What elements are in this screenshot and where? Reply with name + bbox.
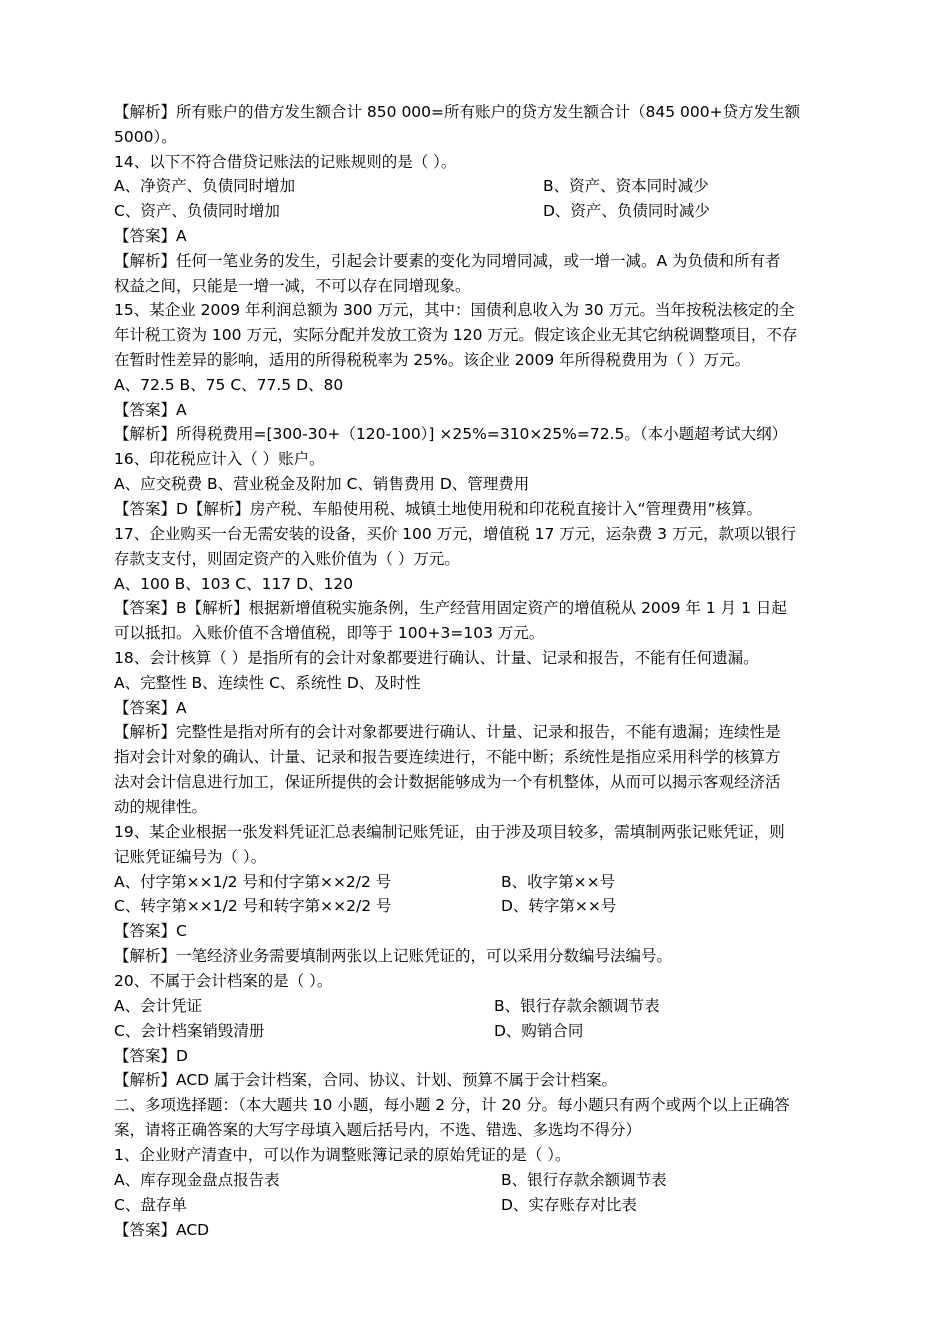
options: A、100 B、103 C、117 D、120	[114, 575, 354, 593]
option-b: B、银行存款余额调节表	[494, 997, 660, 1015]
option-d: D、转字第××号	[501, 897, 617, 915]
multi-question-1: 1、企业财产清查中，可以作为调整账簿记录的原始凭证的是（ ）。	[114, 1146, 571, 1164]
explanation: 法对会计信息进行加工，保证所提供的会计数据能够成为一个有机整体，从而可以揭示客观经济活	[114, 773, 781, 791]
question-15: 年计税工资为 100 万元，实际分配并发放工资为 120 万元。假定该企业无其它纳税调整项目，不存	[114, 326, 798, 344]
question-18: 18、会计核算（ ）是指所有的会计对象都要进行确认、计量、记录和报告，不能有任何遗漏。	[114, 649, 759, 667]
explanation: 【解析】一笔经济业务需要填制两张以上记账凭证的，可以采用分数编号法编号。	[114, 947, 673, 965]
explanation: 【解析】ACD 属于会计档案，合同、协议、计划、预算不属于会计档案。	[114, 1071, 618, 1089]
answer: 可以抵扣。入账价值不含增值税，即等于 100+3=103 万元。	[114, 624, 545, 642]
answer: 【答案】A	[114, 227, 187, 245]
options: A、应交税费 B、营业税金及附加 C、销售费用 D、管理费用	[114, 475, 530, 493]
question-17: 17、企业购买一台无需安装的设备，买价 100 万元，增值税 17 万元，运杂费 3 万元，款项以银行	[114, 525, 796, 543]
explanation: 指对会计对象的确认、计量、记录和报告要连续进行，不能中断；系统性是指应采用科学的核算方	[114, 748, 781, 766]
question-17: 存款支支付，则固定资产的入账价值为（ ）万元。	[114, 550, 460, 568]
option-row	[114, 174, 709, 198]
answer: 【答案】B【解析】根据新增值税实施条例，生产经营用固定资产的增值税从 2009 年 1 月 1 日起	[114, 599, 787, 617]
question-15: 15、某企业 2009 年利润总额为 300 万元，其中：国债利息收入为 30 万元。当年按税法核定的全	[114, 301, 795, 319]
explanation: 动的规律性。	[114, 798, 208, 816]
option-c: C、盘存单	[114, 1196, 187, 1214]
explanation: 【解析】所得税费用=[300-30+（120-100）] ×25%=310×25%=72.5。（本小题超考试大纲）	[114, 425, 788, 443]
question-14: 14、以下不符合借贷记账法的记账规则的是（ ）。	[114, 153, 457, 171]
option-b: B、银行存款余额调节表	[501, 1171, 667, 1189]
explanation: 【解析】完整性是指对所有的会计对象都要进行确认、计量、记录和报告，不能有遗漏；连续性是	[114, 723, 781, 741]
option-row	[114, 894, 617, 918]
question-16: 16、印花税应计入（ ）账户。	[114, 450, 325, 468]
option-a: A、会计凭证	[114, 997, 203, 1015]
option-c: C、会计档案销毁清册	[114, 1022, 265, 1040]
option-b: B、资产、资本同时减少	[543, 177, 709, 195]
option-d: D、实存账存对比表	[501, 1196, 637, 1214]
answer: 【答案】A	[114, 699, 187, 717]
text-line: 5000）。	[114, 128, 177, 146]
options: A、完整性 B、连续性 C、系统性 D、及时性	[114, 674, 421, 692]
option-row	[114, 199, 710, 223]
option-a: A、净资产、负债同时增加	[114, 177, 296, 195]
option-a: A、付字第××1/2 号和付字第××2/2 号	[114, 873, 392, 891]
option-c: C、转字第××1/2 号和转字第××2/2 号	[114, 897, 392, 915]
option-row	[114, 870, 616, 894]
answer: 【答案】C	[114, 922, 187, 940]
option-row	[114, 1168, 667, 1192]
option-row	[114, 994, 660, 1018]
answer: 【答案】D【解析】房产税、车船使用税、城镇土地使用税和印花税直接计入“管理费用”核算。	[114, 500, 762, 518]
question-19: 19、某企业根据一张发料凭证汇总表编制记账凭证，由于涉及项目较多，需填制两张记账凭证，则	[114, 823, 785, 841]
answer: 【答案】A	[114, 401, 187, 419]
answer: 【答案】ACD	[114, 1221, 210, 1239]
explanation: 权益之间，只能是一增一减，不可以存在同增现象。	[114, 277, 471, 295]
option-b: B、收字第××号	[501, 873, 616, 891]
option-row	[114, 1193, 637, 1217]
question-20: 20、不属于会计档案的是（ ）。	[114, 972, 333, 990]
option-row	[114, 1019, 584, 1043]
option-c: C、资产、负债同时增加	[114, 202, 280, 220]
text-line: 【解析】所有账户的借方发生额合计 850 000=所有账户的贷方发生额合计（845 000+贷方发生额	[114, 103, 801, 121]
question-15: 在暂时性差异的影响，适用的所得税税率为 25%。该企业 2009 年所得税费用为（ ）万元。	[114, 351, 751, 369]
options: A、72.5 B、75 C、77.5 D、80	[114, 376, 344, 394]
option-a: A、库存现金盘点报告表	[114, 1171, 280, 1189]
section-heading: 案，请将正确答案的大写字母填入题后括号内，不选、错选、多选均不得分）	[114, 1121, 642, 1139]
question-19: 记账凭证编号为（ ）。	[114, 848, 267, 866]
explanation: 【解析】任何一笔业务的发生，引起会计要素的变化为同增同减，或一增一减。A 为负债和所有者	[114, 252, 781, 270]
option-d: D、购销合同	[494, 1022, 584, 1040]
answer: 【答案】D	[114, 1047, 188, 1065]
section-heading: 二、多项选择题：（本大题共 10 小题，每小题 2 分，计 20 分。每小题只有两个或两个以上正确答	[114, 1096, 790, 1114]
option-d: D、资产、负债同时减少	[543, 202, 710, 220]
